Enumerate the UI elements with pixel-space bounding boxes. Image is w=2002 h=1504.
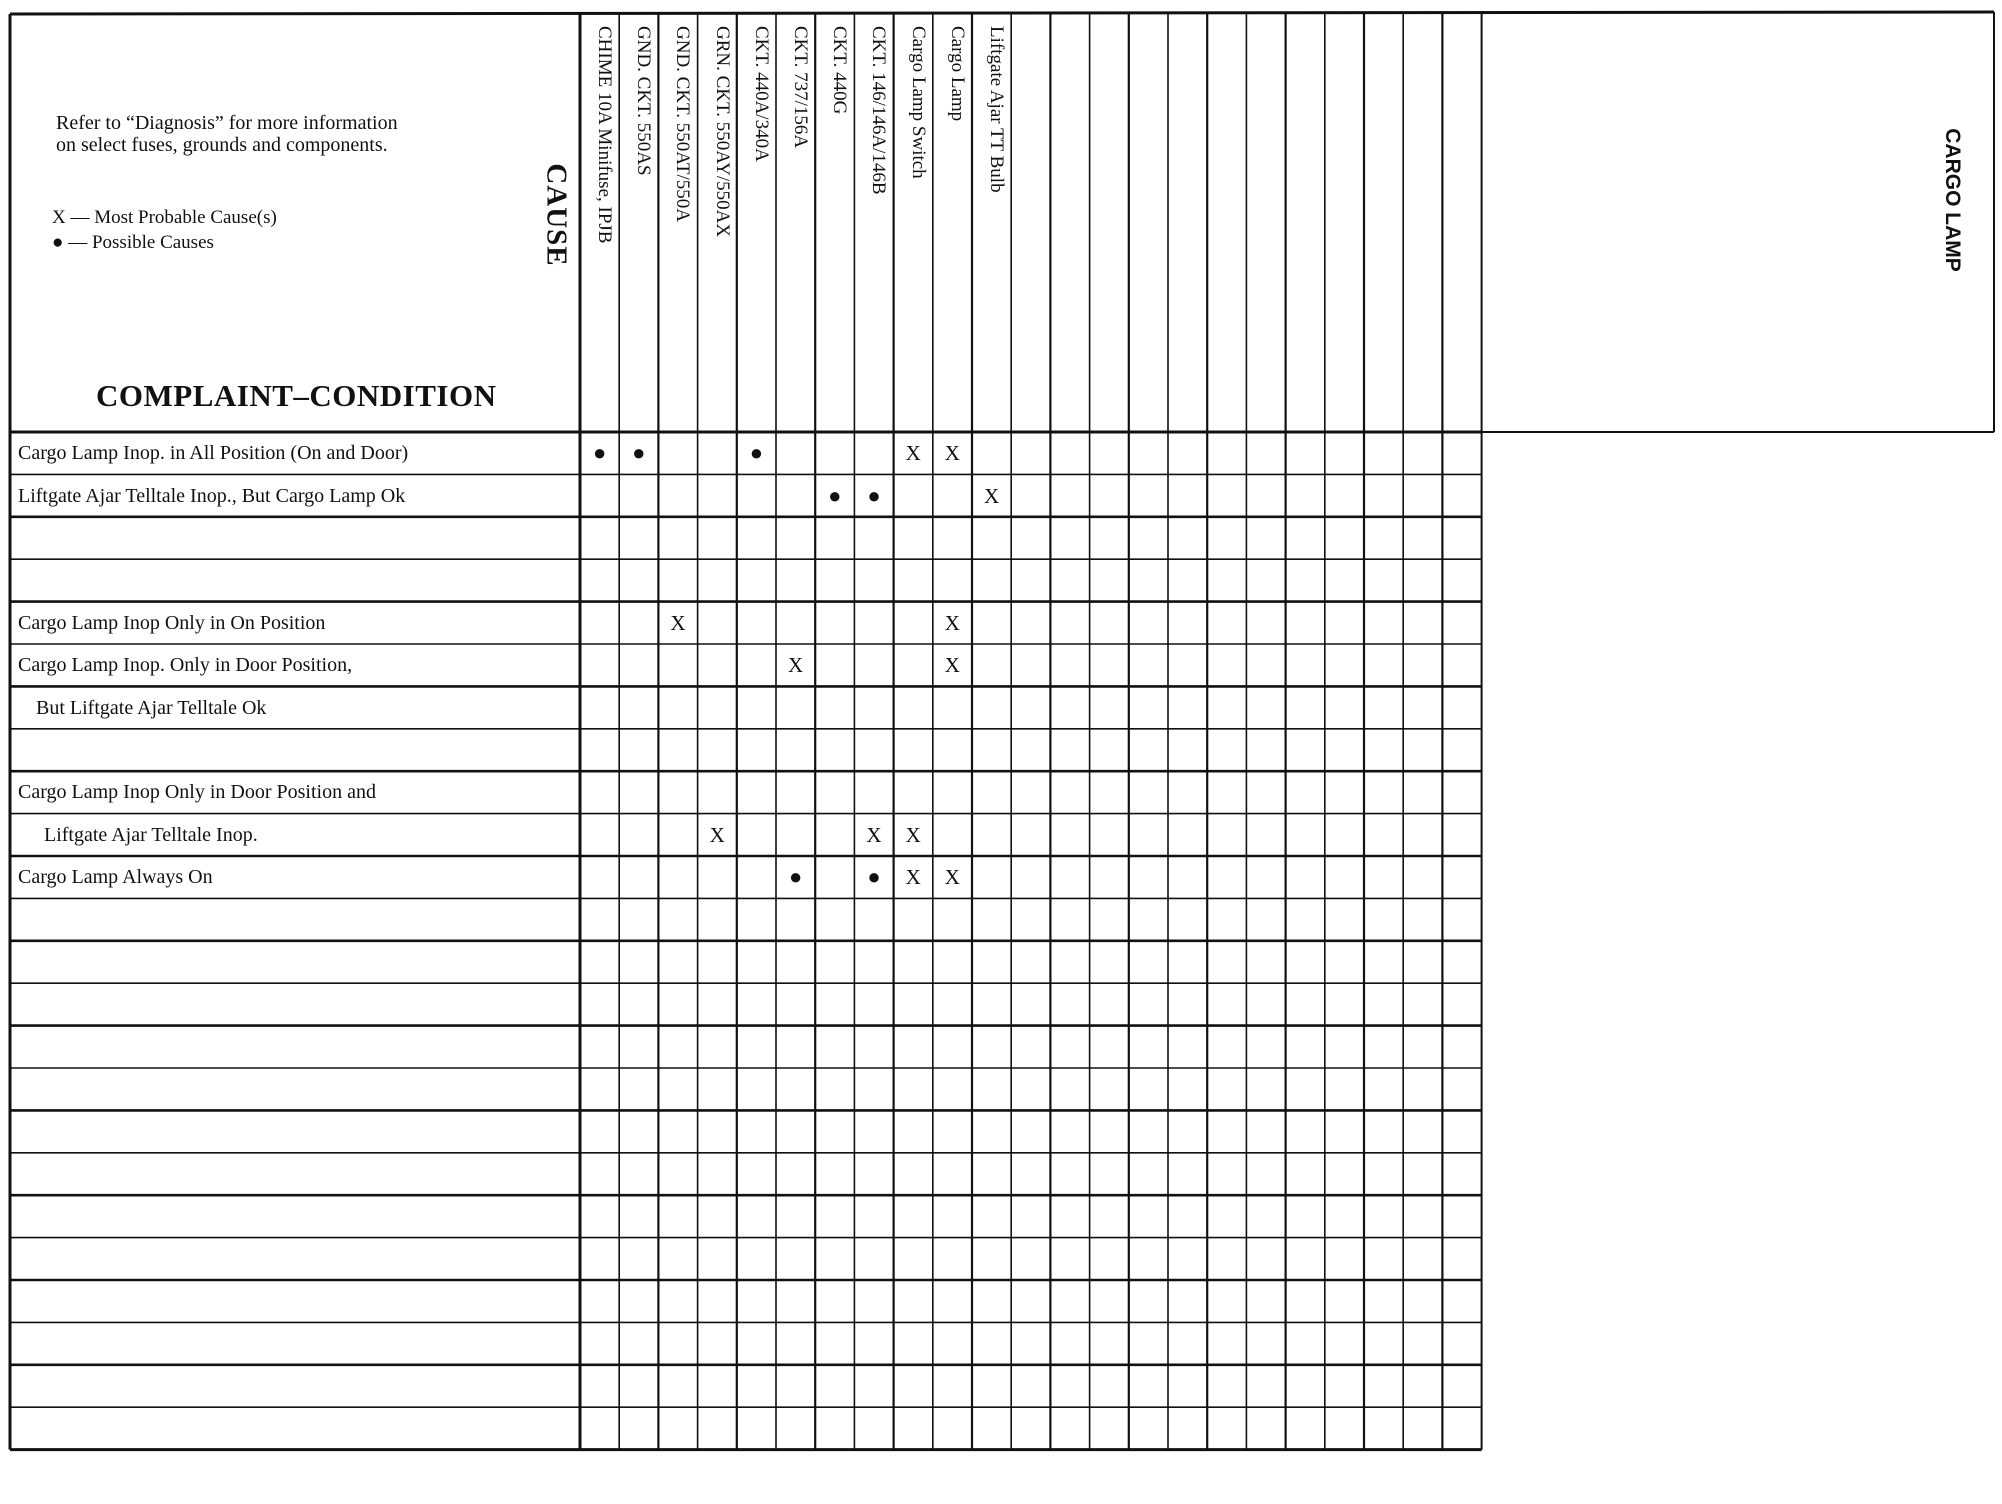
- complaint-row-text: Liftgate Ajar Telltale Inop.: [44, 823, 258, 846]
- most-probable-mark: X: [866, 822, 882, 847]
- cause-header: [856, 26, 890, 416]
- most-probable-mark: X: [788, 653, 804, 678]
- possible-cause-mark: ●: [788, 864, 803, 890]
- cause-header-label: GND. CKT. 550AT/550A: [672, 26, 694, 222]
- legend-most-probable: X — Most Probable Cause(s): [52, 207, 277, 228]
- most-probable-mark: X: [905, 865, 921, 890]
- possible-cause-mark: ●: [592, 440, 607, 466]
- most-probable-mark: X: [670, 610, 686, 635]
- complaint-row-text: Cargo Lamp Inop Only in On Position: [18, 611, 326, 634]
- cause-heading-text: CAUSE: [540, 163, 573, 267]
- complaint-row-text: But Liftgate Ajar Telltale Ok: [36, 696, 267, 719]
- legend-note-line-1: Refer to “Diagnosis” for more information: [56, 112, 398, 134]
- cause-header-label: CHIME 10A Minifuse, IPJB: [594, 26, 615, 244]
- cause-header-label: CKT. 737/156A: [790, 26, 811, 149]
- complaint-row-text: Liftgate Ajar Telltale Inop., But Cargo Lamp Ok: [18, 484, 406, 507]
- cause-header: [817, 26, 851, 416]
- complaint-row-text: Cargo Lamp Always On: [18, 866, 213, 889]
- cause-header-label: CKT. 440G: [829, 26, 851, 115]
- cause-header-label: CKT. 440A/340A: [750, 26, 772, 162]
- complaint-row-text: Cargo Lamp Inop. Only in Door Position,: [18, 654, 353, 677]
- frame-top: [10, 12, 1994, 14]
- cause-header: [974, 26, 1008, 416]
- possible-cause-mark: ●: [749, 440, 764, 466]
- most-probable-mark: X: [905, 441, 921, 466]
- section-title: [1935, 120, 1969, 280]
- cause-header-label: Liftgate Ajar TT Bulb: [986, 26, 1007, 193]
- section-title-text: CARGO LAMP: [1941, 128, 1964, 272]
- cause-header-label: GRN. CKT. 550AY/550AX: [711, 26, 733, 238]
- cause-header: [660, 26, 694, 416]
- most-probable-mark: X: [944, 610, 960, 635]
- legend-possible: ● — Possible Causes: [52, 232, 214, 253]
- cause-header-label: GND. CKT. 550AS: [633, 26, 655, 176]
- legend-note-line-2: on select fuses, grounds and components.: [56, 134, 388, 156]
- cause-header-label: Cargo Lamp Switch: [907, 26, 929, 179]
- most-probable-mark: X: [709, 822, 725, 847]
- possible-cause-mark: ●: [632, 440, 646, 466]
- cause-header-label: CKT. 146/146A/146B: [868, 26, 890, 195]
- possible-cause-mark: ●: [867, 864, 881, 890]
- complaint-condition-heading: COMPLAINT–CONDITION: [96, 378, 497, 413]
- most-probable-mark: X: [944, 441, 960, 466]
- cause-heading: [536, 155, 576, 275]
- cause-header: [739, 26, 773, 416]
- possible-cause-mark: ●: [828, 482, 842, 508]
- cause-header-label: Cargo Lamp: [946, 26, 968, 122]
- cause-header: [582, 26, 616, 416]
- most-probable-mark: X: [905, 822, 921, 847]
- possible-cause-mark: ●: [867, 482, 881, 508]
- cause-header: [778, 26, 812, 416]
- cause-header: [896, 26, 930, 416]
- most-probable-mark: X: [944, 865, 960, 890]
- complaint-row-text: Cargo Lamp Inop. in All Position (On and Door): [18, 442, 409, 465]
- complaint-row-text: Cargo Lamp Inop Only in Door Position and: [18, 781, 376, 804]
- cause-header: [700, 26, 734, 416]
- cause-header: [621, 26, 655, 416]
- most-probable-mark: X: [944, 653, 960, 678]
- cause-header: [935, 26, 969, 416]
- most-probable-mark: X: [984, 483, 1000, 508]
